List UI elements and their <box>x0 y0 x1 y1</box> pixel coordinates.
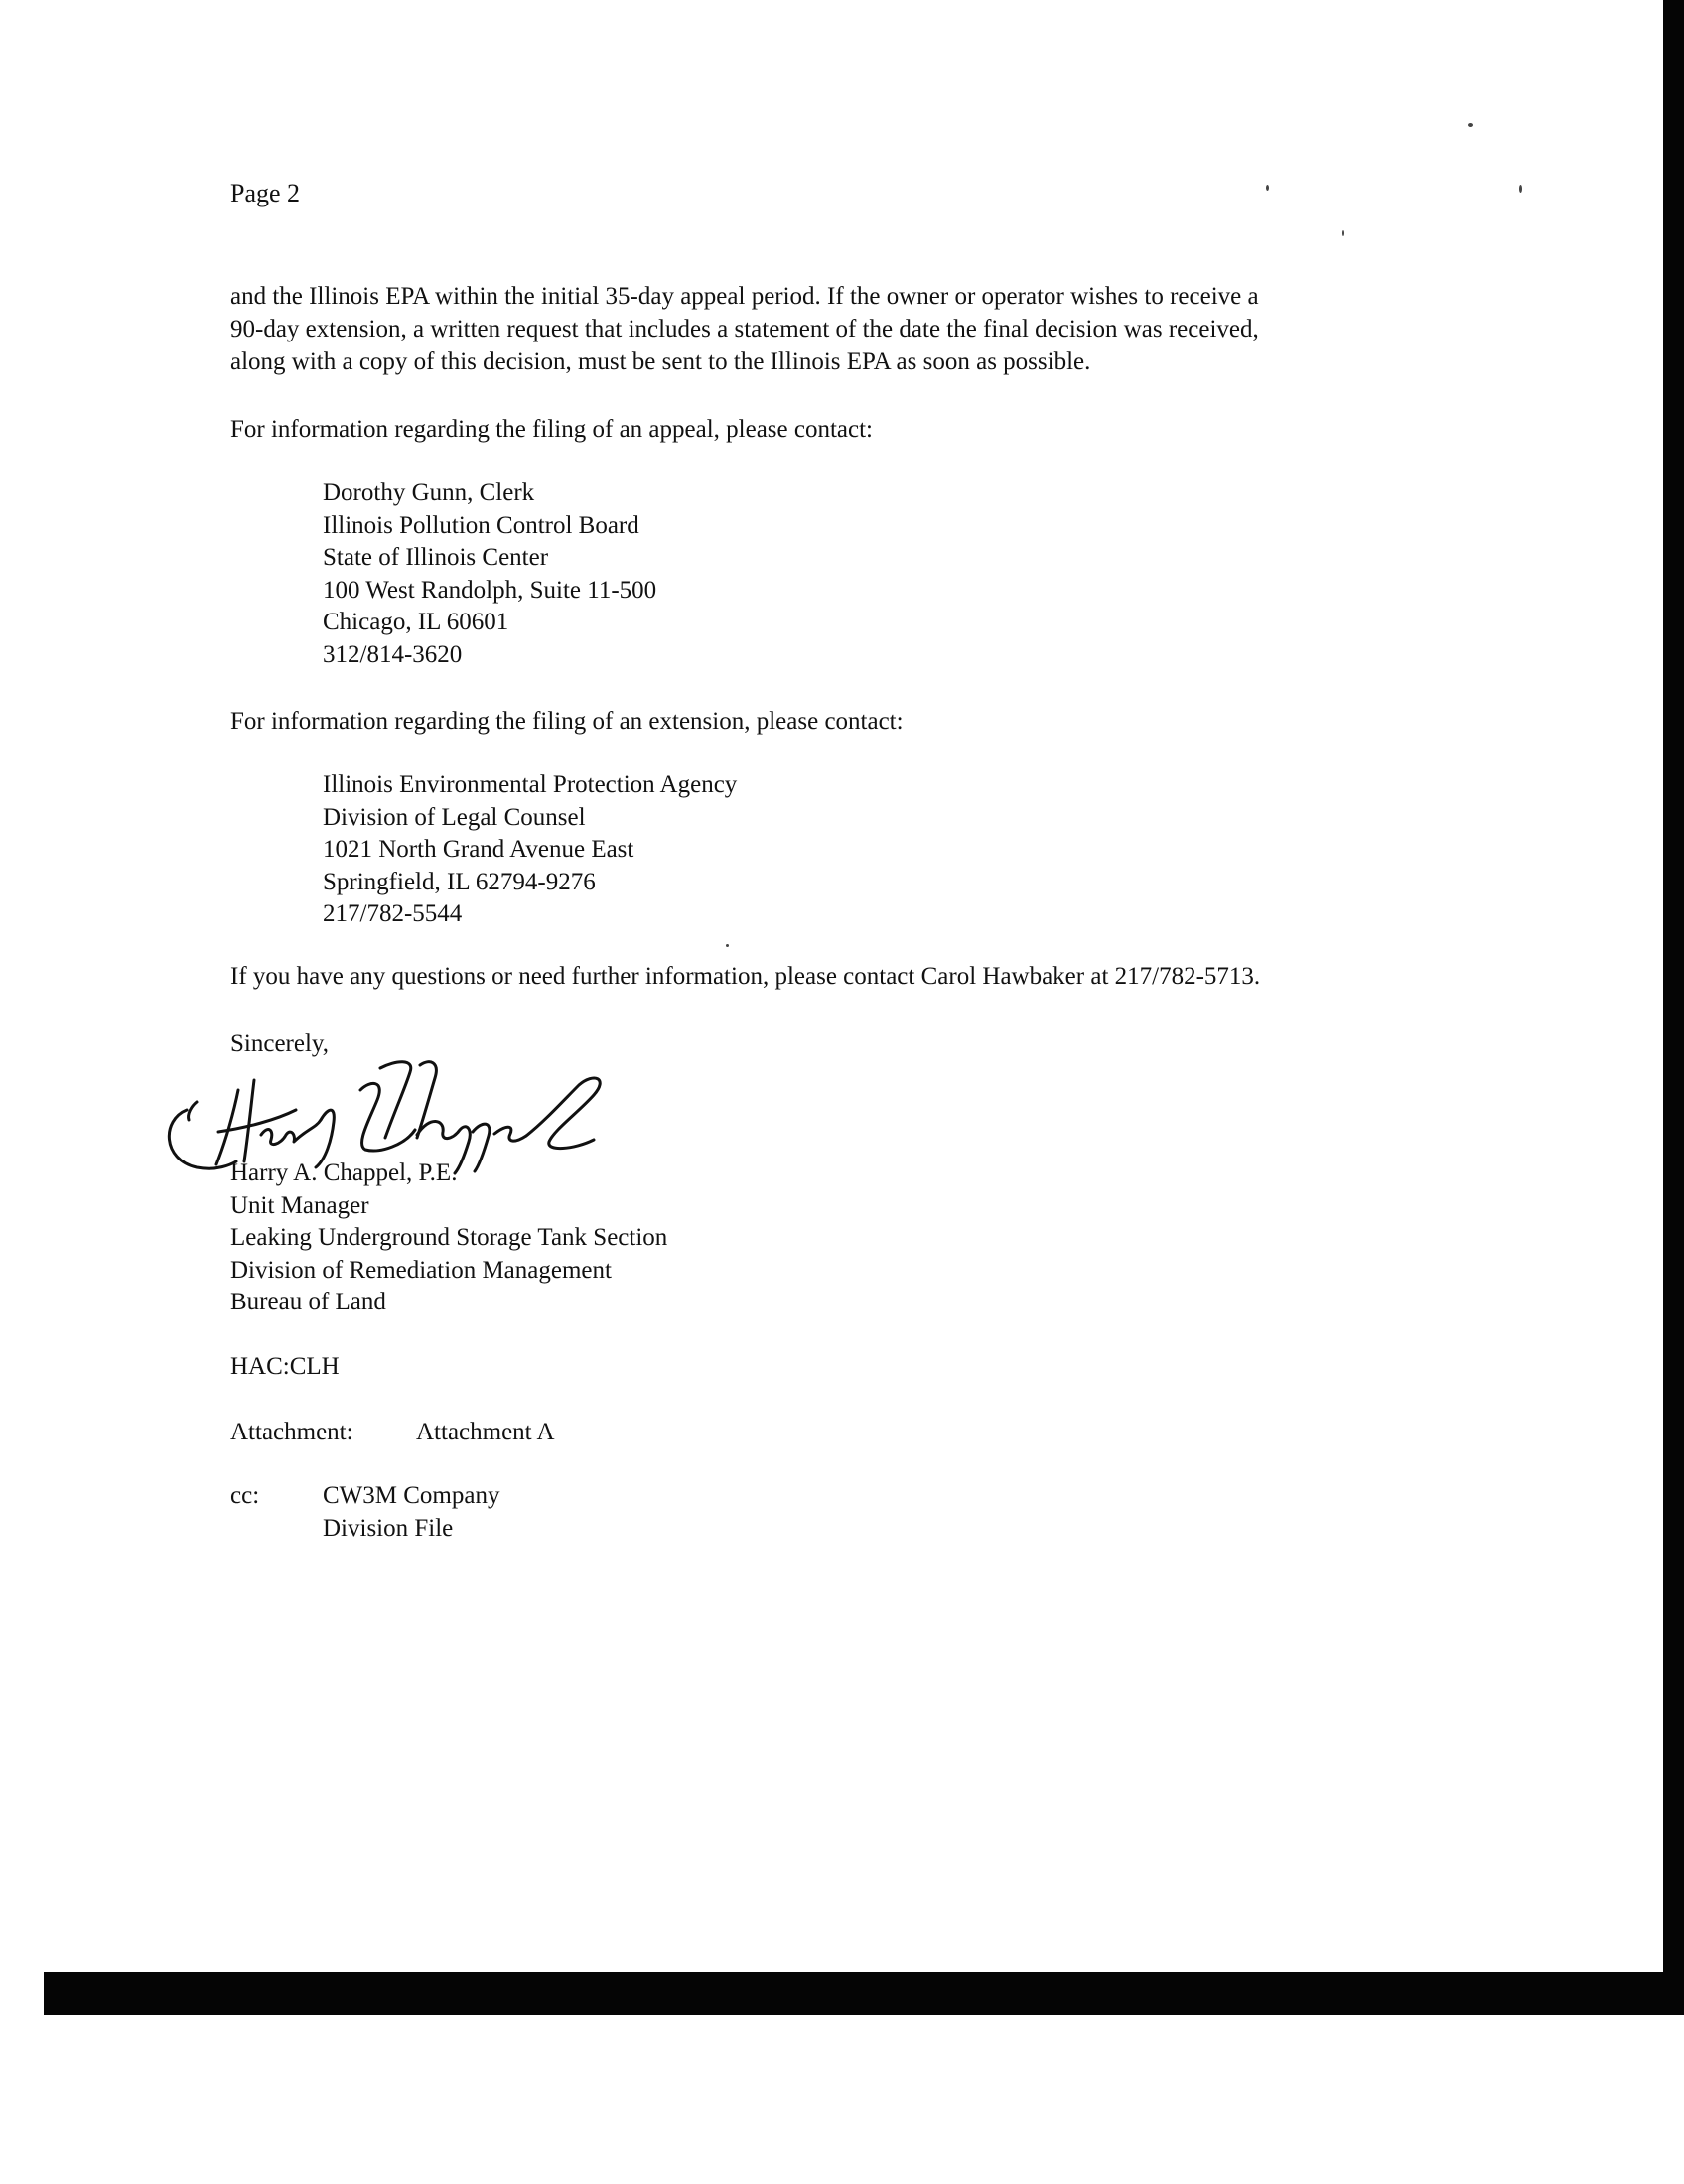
signer-bureau: Bureau of Land <box>230 1289 386 1316</box>
cc-recipient: CW3M Company <box>323 1482 500 1509</box>
signature-stroke <box>216 1090 238 1164</box>
extension-intro-text: For information regarding the filing of an extension, please contact: <box>230 708 904 735</box>
address-line: 100 West Randolph, Suite 11-500 <box>323 576 657 604</box>
address-line: Chicago, IL 60601 <box>323 609 509 636</box>
address-line: Illinois Pollution Control Board <box>323 511 639 539</box>
signature-stroke <box>417 1062 436 1138</box>
address-line: Division of Legal Counsel <box>323 803 586 831</box>
signer-name: Harry A. Chappel, P.E. <box>230 1160 458 1186</box>
paragraph-line: along with a copy of this decision, must be sent to the Illinois EPA as soon as possible. <box>230 348 1091 375</box>
paragraph-line: 90-day extension, a written request that includes a statement of the date the final decision was received, <box>230 316 1259 342</box>
address-line: Dorothy Gunn, Clerk <box>323 479 535 506</box>
scan-border-bottom <box>44 1972 1684 2015</box>
address-line: Springfield, IL 62794-9276 <box>323 868 596 895</box>
scan-border-right <box>1663 0 1684 2015</box>
signature-stroke <box>261 1120 321 1145</box>
signer-block <box>230 1158 667 1319</box>
attachment-label: Attachment: <box>230 1419 353 1445</box>
signer-section: Leaking Underground Storage Tank Section <box>230 1224 668 1252</box>
questions-paragraph: If you have any questions or need further information, please contact Carol Hawbaker at 217/782-5713. <box>230 963 1261 990</box>
paragraph-line: and the Illinois EPA within the initial 35-day appeal period. If the owner or operator wishes to receive a <box>230 283 1259 310</box>
address-line: 1021 North Grand Avenue East <box>323 836 634 864</box>
continuation-paragraph <box>230 280 1259 378</box>
signature-stroke <box>380 1062 411 1138</box>
appeal-contact-address <box>323 478 656 672</box>
attachment-value: Attachment A <box>416 1419 555 1445</box>
signature-stroke <box>360 1083 415 1151</box>
signature-stroke <box>494 1127 526 1141</box>
reference-initials: HAC:CLH <box>230 1353 340 1380</box>
cc-label: cc: <box>230 1482 260 1509</box>
address-line: Illinois Environmental Protection Agency <box>323 771 738 798</box>
closing-salutation: Sincerely, <box>230 1030 330 1057</box>
signer-title: Unit Manager <box>230 1191 369 1219</box>
address-line: 217/782-5544 <box>323 900 463 928</box>
cc-recipient: Division File <box>323 1515 454 1542</box>
signer-division: Division of Remediation Management <box>230 1256 612 1284</box>
page-number-label: Page 2 <box>230 179 301 207</box>
cc-recipients <box>323 1479 499 1545</box>
signature-stroke <box>189 1102 197 1120</box>
scan-speck <box>1468 123 1473 127</box>
scan-speck <box>1266 185 1269 191</box>
signature-stroke <box>244 1080 254 1161</box>
appeal-intro-text: For information regarding the filing of an appeal, please contact: <box>230 416 873 443</box>
scan-speck <box>726 944 729 947</box>
extension-contact-address <box>323 769 737 931</box>
signature-stroke <box>526 1078 600 1149</box>
scan-speck <box>1342 230 1344 236</box>
address-line: State of Illinois Center <box>323 544 549 572</box>
address-line: 312/814-3620 <box>323 640 463 668</box>
scan-speck <box>1519 185 1522 193</box>
